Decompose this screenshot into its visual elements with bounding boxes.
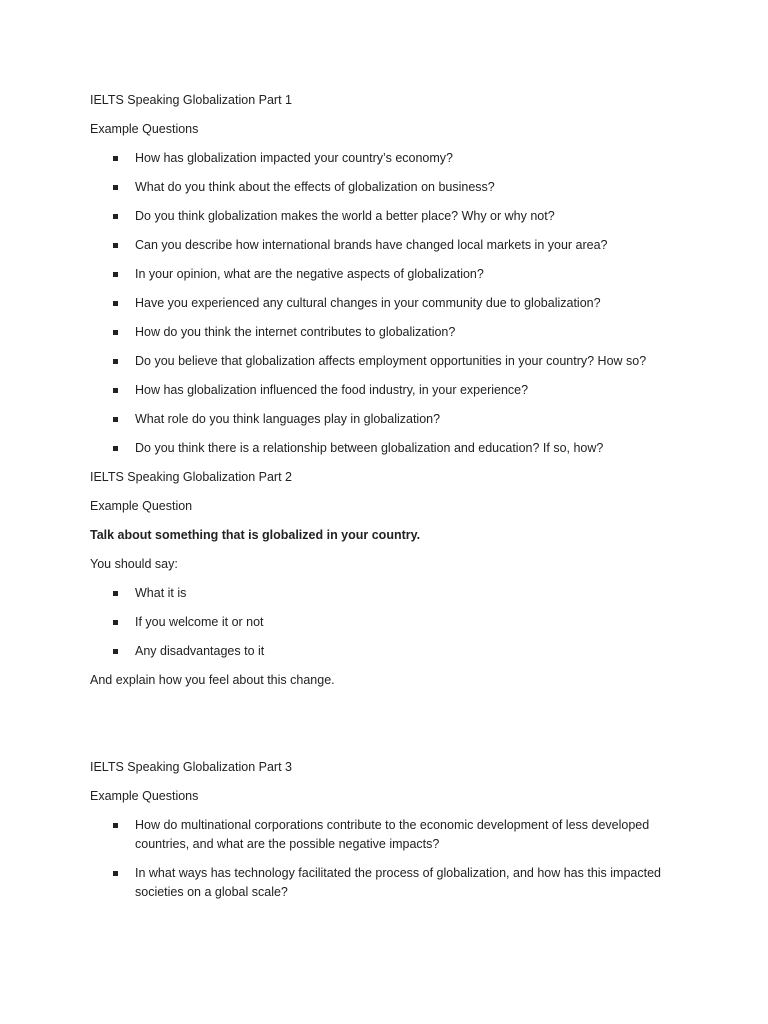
part2-topic: Talk about something that is globalized in your country. (90, 528, 421, 542)
question-text: What role do you think languages play in globalization? (135, 412, 441, 426)
list-item (90, 352, 690, 371)
list-item (90, 410, 690, 429)
part1-subheading: Example Questions (90, 122, 199, 136)
part3-question-list (90, 816, 690, 902)
part3-subheading: Example Questions (90, 789, 199, 803)
list-item (90, 642, 690, 661)
part1-question-list (90, 149, 690, 458)
question-text: How has globalization influenced the food industry, in your experience? (135, 383, 529, 397)
point-text: What it is (135, 586, 187, 600)
square-bullet-icon (113, 243, 118, 248)
point-text: If you welcome it or not (135, 615, 264, 629)
part2-closing: And explain how you feel about this change. (90, 673, 335, 687)
square-bullet-icon (113, 871, 118, 876)
list-item (90, 207, 690, 226)
square-bullet-icon (113, 330, 118, 335)
list-item (90, 149, 690, 168)
square-bullet-icon (113, 417, 118, 422)
question-text: How do multinational corporations contribute to the economic development of less developed countries, and what are the possible negative impacts? (135, 818, 650, 851)
question-text: Do you think there is a relationship between globalization and education? If so, how? (135, 441, 604, 455)
square-bullet-icon (113, 620, 118, 625)
list-item (90, 323, 690, 342)
question-text: Do you think globalization makes the world a better place? Why or why not? (135, 209, 555, 223)
square-bullet-icon (113, 591, 118, 596)
part3-heading: IELTS Speaking Globalization Part 3 (90, 760, 292, 774)
question-text: Can you describe how international brands have changed local markets in your area? (135, 238, 608, 252)
square-bullet-icon (113, 156, 118, 161)
question-text: In your opinion, what are the negative aspects of globalization? (135, 267, 484, 281)
list-item (90, 816, 690, 854)
question-text: How has globalization impacted your country’s economy? (135, 151, 453, 165)
list-item (90, 178, 690, 197)
square-bullet-icon (113, 185, 118, 190)
document-page (90, 91, 690, 912)
square-bullet-icon (113, 214, 118, 219)
list-item (90, 864, 690, 902)
square-bullet-icon (113, 359, 118, 364)
part2-point-list (90, 584, 690, 661)
point-text: Any disadvantages to it (135, 644, 265, 658)
list-item (90, 265, 690, 284)
list-item (90, 381, 690, 400)
part2-prompt: You should say: (90, 557, 178, 571)
square-bullet-icon (113, 388, 118, 393)
square-bullet-icon (113, 649, 118, 654)
square-bullet-icon (113, 272, 118, 277)
list-item (90, 236, 690, 255)
square-bullet-icon (113, 823, 118, 828)
question-text: How do you think the internet contributes to globalization? (135, 325, 456, 339)
list-item (90, 294, 690, 313)
part1-heading: IELTS Speaking Globalization Part 1 (90, 93, 292, 107)
question-text: Do you believe that globalization affects employment opportunities in your country? How so? (135, 354, 647, 368)
list-item (90, 584, 690, 603)
question-text: What do you think about the effects of globalization on business? (135, 180, 495, 194)
list-item (90, 439, 690, 458)
question-text: In what ways has technology facilitated the process of globalization, and how has this impacted societies on a global scale? (135, 866, 662, 899)
square-bullet-icon (113, 446, 118, 451)
list-item (90, 613, 690, 632)
question-text: Have you experienced any cultural changes in your community due to globalization? (135, 296, 601, 310)
section-spacer (90, 700, 690, 758)
part2-heading: IELTS Speaking Globalization Part 2 (90, 470, 292, 484)
part2-subheading: Example Question (90, 499, 193, 513)
square-bullet-icon (113, 301, 118, 306)
